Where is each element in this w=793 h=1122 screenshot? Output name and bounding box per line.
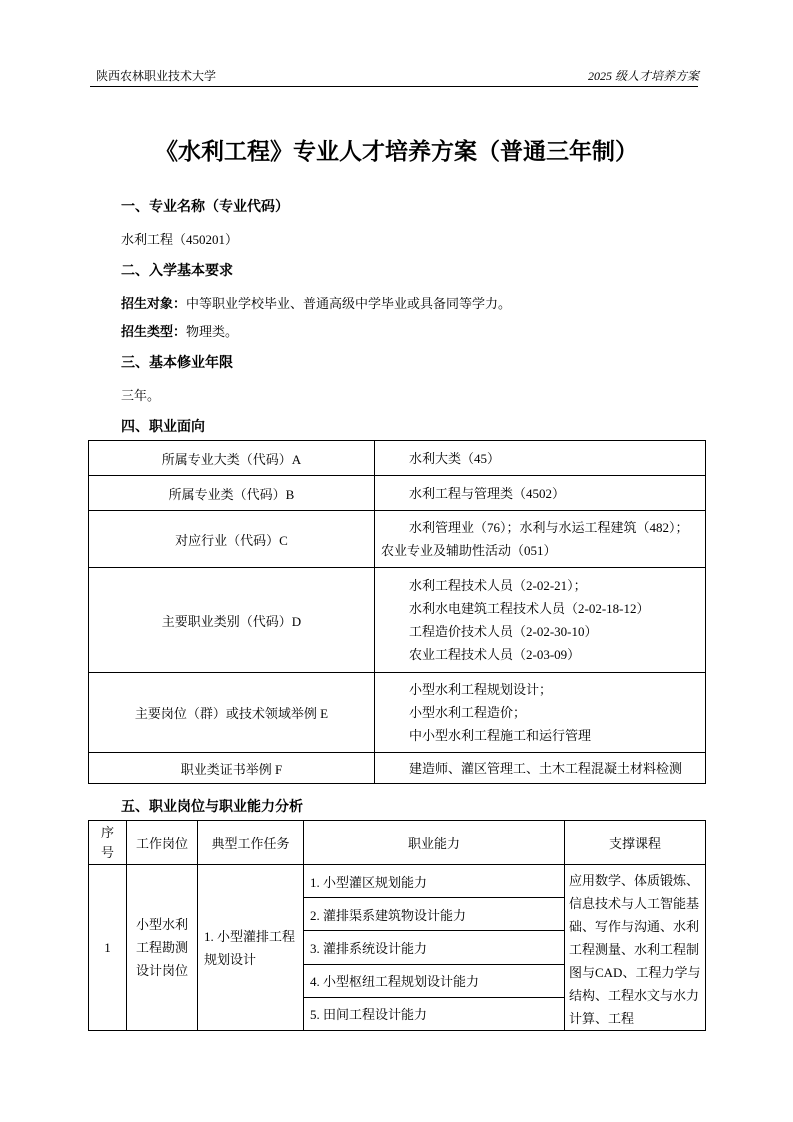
ability-item: 3. 灌排系统设计能力	[304, 931, 565, 964]
row-label: 职业类证书举例 F	[89, 753, 375, 784]
table-row	[89, 865, 706, 898]
row-label: 所属专业大类（代码）A	[89, 441, 375, 476]
col-header: 典型工作任务	[198, 821, 304, 865]
table-row	[89, 673, 706, 753]
value-line: 农业专业及辅助性活动（051）	[381, 543, 557, 558]
table-row	[89, 568, 706, 673]
row-label: 主要岗位（群）或技术领域举例 E	[89, 673, 375, 753]
major-name: 水利工程（450201）	[121, 232, 239, 247]
enroll-type-label: 招生类型：	[121, 325, 187, 340]
value-line: 建造师、灌区管理工、土木工程混凝土材料检测	[409, 760, 683, 776]
row-value	[375, 753, 706, 784]
value-line: 农业工程技术人员（2-03-09）	[409, 647, 581, 662]
value-line: 中小型水利工程施工和运行管理	[409, 728, 592, 743]
value-line: 工程造价技术人员（2-02-30-10）	[409, 624, 598, 639]
value-line: 水利工程技术人员（2-02-21）；	[409, 578, 587, 593]
table-row	[89, 476, 706, 511]
table-row	[89, 441, 706, 476]
section-3-heading: 三、基本修业年限	[121, 355, 233, 371]
row-value	[375, 511, 706, 568]
header-plan: 2025 级人才培养方案	[587, 69, 699, 83]
value-line: 水利工程与管理类（4502）	[409, 485, 566, 501]
section-5-heading: 五、职业岗位与职业能力分析	[121, 799, 303, 815]
enroll-target	[121, 293, 511, 312]
row-value	[375, 673, 706, 753]
section-4-heading: 四、职业面向	[121, 419, 205, 435]
table-header-row	[89, 821, 706, 865]
row-number: 1	[89, 865, 127, 1031]
row-label: 主要职业类别（代码）D	[89, 568, 375, 673]
col-header: 工作岗位	[127, 821, 198, 865]
enroll-type	[121, 321, 238, 340]
ability-item: 2. 灌排渠系建筑物设计能力	[304, 898, 565, 931]
value-line: 小型水利工程规划设计；	[409, 682, 553, 697]
row-value	[375, 476, 706, 511]
enroll-target-label: 招生对象：	[121, 297, 187, 312]
header-university: 陕西农林职业技术大学	[96, 69, 217, 83]
ability-item: 5. 田间工程设计能力	[304, 997, 565, 1030]
enroll-type-text: 物理类。	[186, 324, 239, 339]
table-row	[89, 511, 706, 568]
header-divider	[90, 86, 698, 87]
col-header: 序号	[89, 821, 127, 865]
col-header: 支撑课程	[565, 821, 706, 865]
job-ability-table	[88, 820, 706, 1031]
row-value	[375, 441, 706, 476]
table-row	[89, 753, 706, 784]
section-2-heading: 二、入学基本要求	[121, 263, 233, 279]
row-label: 对应行业（代码）C	[89, 511, 375, 568]
career-orientation-table	[88, 440, 706, 784]
value-line: 水利管理业（76）；水利与水运工程建筑（482）；	[409, 520, 689, 535]
page-title: 《水利工程》专业人才培养方案（普通三年制）	[155, 139, 638, 165]
row-label: 所属专业类（代码）B	[89, 476, 375, 511]
row-value	[375, 568, 706, 673]
ability-item: 4. 小型枢纽工程规划设计能力	[304, 964, 565, 997]
value-line: 水利大类（45）	[409, 450, 501, 466]
enroll-target-text: 中等职业学校毕业、普通高级中学毕业或具备同等学力。	[186, 296, 512, 311]
col-header: 职业能力	[304, 821, 565, 865]
work-task: 1. 小型灌排工程规划设计	[198, 865, 304, 1031]
value-line: 小型水利工程造价；	[409, 705, 527, 720]
ability-item: 1. 小型灌区规划能力	[304, 865, 565, 898]
study-years: 三年。	[121, 388, 161, 403]
value-line: 水利水电建筑工程技术人员（2-02-18-12）	[409, 601, 650, 616]
section-1-heading: 一、专业名称（专业代码）	[121, 199, 289, 215]
job-post: 小型水利工程勘测设计岗位	[127, 865, 198, 1031]
support-courses: 应用数学、体质锻炼、信息技术与人工智能基础、写作与沟通、水利工程测量、水利工程制图与CAD、工程力学与结构、工程水文与水力计算、工程	[565, 865, 706, 1031]
